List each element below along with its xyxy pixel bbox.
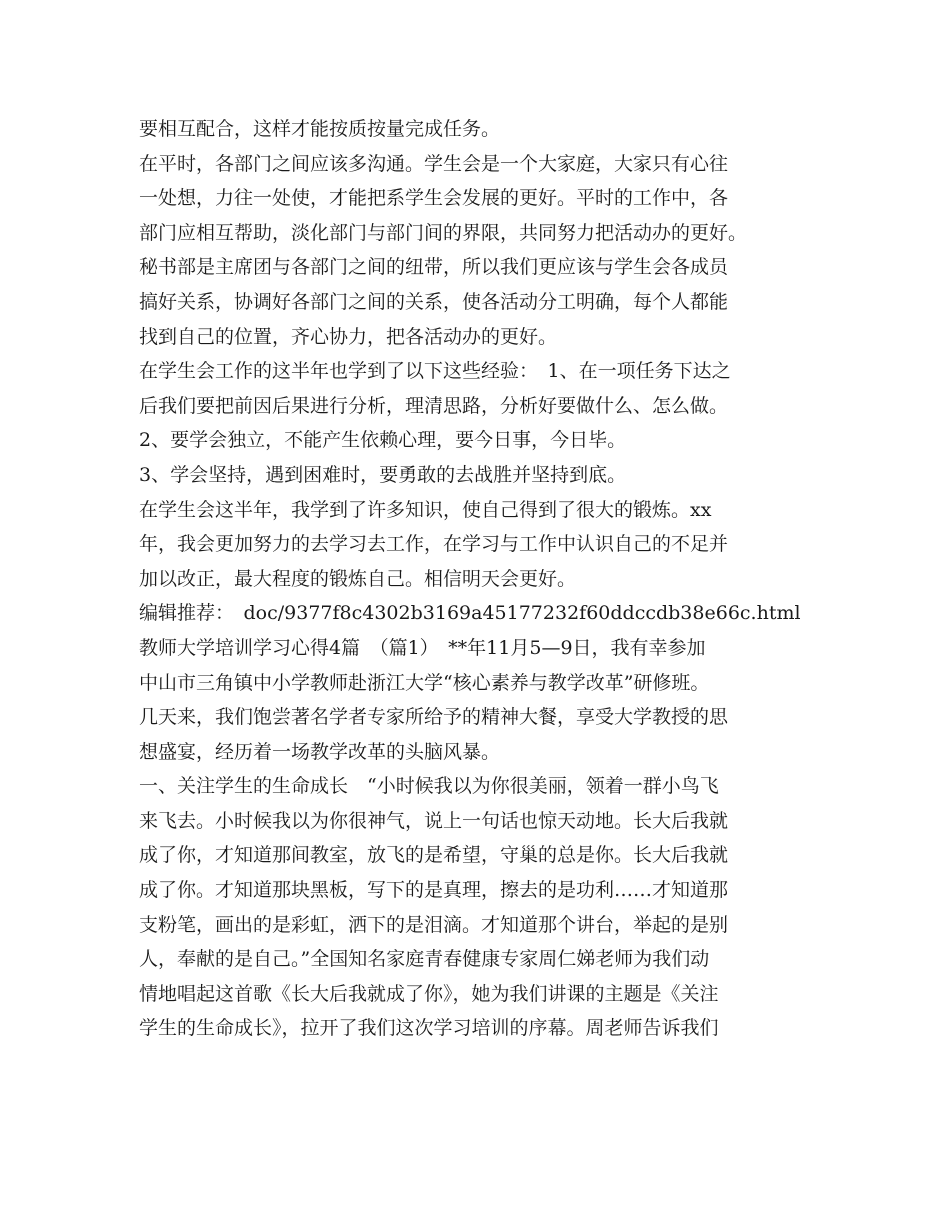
text-line: 2、要学会独立，不能产生依赖心理，要今日事，今日毕。 (139, 429, 627, 452)
text-line: 人，奉献的是自己。”全国知名家庭青春健康专家周仁娣老师为我们动 (139, 948, 710, 971)
text-line: 搞好关系，协调好各部门之间的关系，使各活动分工明确，每个人都能 (139, 290, 729, 313)
text-line: 在学生会工作的这半年也学到了以下这些经验： 1、在一项任务下达之 (139, 360, 731, 383)
document-body (139, 112, 829, 1046)
text-line: 3、学会坚持，遇到困难时，要勇敢的去战胜并坚持到底。 (139, 463, 627, 486)
text-line: 在学生会这半年，我学到了许多知识，使自己得到了很大的锻炼。xx (139, 498, 712, 521)
text-line: 教师大学培训学习心得4篇 （篇1） **年11月5—9日，我有幸参加 (139, 636, 706, 659)
text-line: 后我们要把前因后果进行分析，理清思路，分析好要做什么、怎么做。 (139, 394, 729, 417)
text-line: 秘书部是主席团与各部门之间的纽带，所以我们更应该与学生会各成员 (139, 256, 729, 279)
text-line: 一、关注学生的生命成长 “小时候我以为你很美丽，领着一群小鸟飞 (139, 775, 719, 798)
text-line: 来飞去。小时候我以为你很神气，说上一句话也惊天动地。长大后我就 (139, 809, 729, 832)
text-line: 成了你。才知道那块黑板，写下的是真理，擦去的是功利……才知道那 (139, 879, 729, 902)
recommendation-link-line: 编辑推荐： doc/9377f8c4302b3169a45177232f60ddccdb38e66c.html (139, 602, 801, 625)
text-line: 学生的生命成长》，拉开了我们这次学习培训的序幕。周老师告诉我们 (139, 1017, 719, 1040)
text-line: 中山市三角镇中小学教师赴浙江大学“核心素养与教学改革”研修班。 (139, 671, 710, 694)
text-line: 年，我会更加努力的去学习去工作，在学习与工作中认识自己的不足并 (139, 533, 729, 556)
text-line: 在平时，各部门之间应该多沟通。学生会是一个大家庭，大家只有心往 (139, 152, 729, 175)
text-line: 部门应相互帮助，淡化部门与部门间的界限，共同努力把活动办的更好。 (139, 221, 748, 244)
text-line: 一处想，力往一处使，才能把系学生会发展的更好。平时的工作中，各 (139, 187, 729, 210)
text-line: 成了你，才知道那间教室，放飞的是希望，守巢的总是你。长大后我就 (139, 844, 729, 867)
text-line: 找到自己的位置，齐心协力，把各活动办的更好。 (139, 325, 558, 348)
text-line: 几天来，我们饱尝著名学者专家所给予的精神大餐，享受大学教授的思 (139, 706, 729, 729)
text-line: 情地唱起这首歌《长大后我就成了你》，她为我们讲课的主题是《关注 (139, 982, 719, 1005)
text-line: 要相互配合，这样才能按质按量完成任务。 (139, 118, 501, 140)
text-line: 加以改正，最大程度的锻炼自己。相信明天会更好。 (139, 567, 577, 590)
text-line: 想盛宴，经历着一场教学改革的头脑风暴。 (139, 740, 501, 763)
text-line: 支粉笔，画出的是彩虹，洒下的是泪滴。才知道那个讲台，举起的是别 (139, 913, 729, 936)
